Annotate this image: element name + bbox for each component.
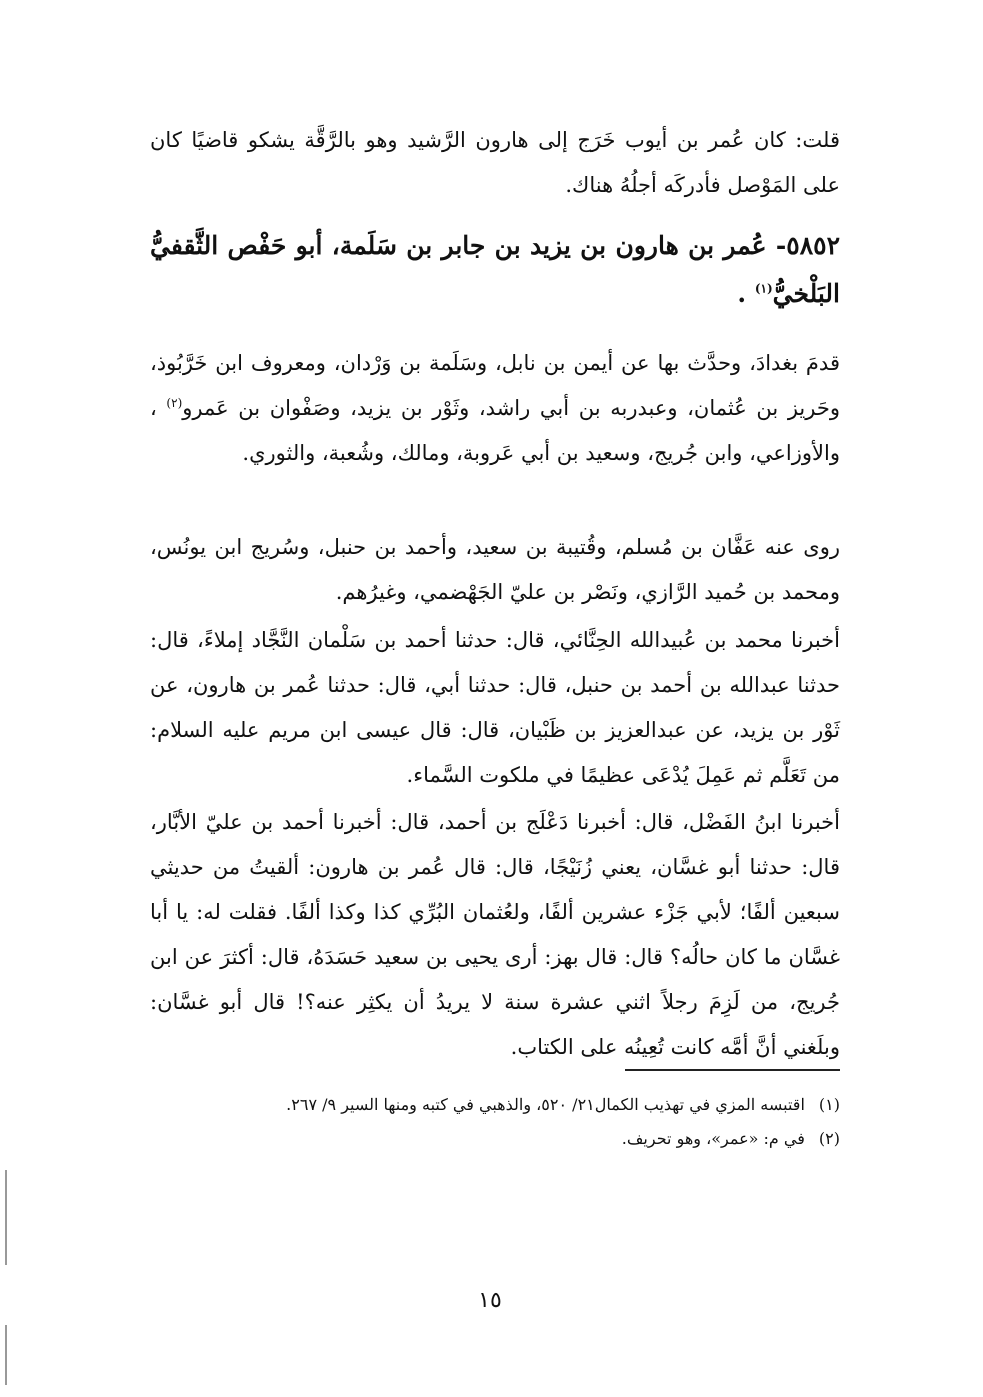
page-number: ١٥ [478, 1288, 502, 1313]
biography-text-b: ، والأوزاعي، وابن جُريج، وسعيد بن أبي عَروبة، ومالك، وشُعبة، والثوري. [150, 396, 840, 465]
footnote-1-text: اقتبسه المزي في تهذيب الكمال٢١/ ٥٢٠، والذهبي في كتبه ومنها السير ٩/ ٢٦٧. [286, 1095, 805, 1114]
entry-heading [150, 222, 840, 318]
hadith-paragraph-1 [150, 618, 840, 798]
scan-edge-mark-upper [5, 1170, 7, 1265]
footnote-1-number: (١) [818, 1095, 840, 1114]
biography-text-a: قدمَ بغدادَ، وحدَّث بها عن أيمن بن نابل، وسَلَمة بن وَرْدان، ومعروف ابن خَرَّبُوذ، وحَريز بن عُثمان، وعبدربه بن أبي راشد، وثَوْر بن يزيد، وصَفْوان بن عَمرو [150, 351, 840, 420]
footnote-divider [625, 1069, 840, 1071]
footnote-2 [150, 1122, 840, 1156]
entry-heading-end: . [737, 279, 755, 308]
footnotes [150, 1088, 840, 1156]
scan-edge-mark-lower [5, 1325, 7, 1385]
entry-heading-text: ٥٨٥٢- عُمر بن هارون بن يزيد بن جابر بن سَلَمة، أبو حَفْص الثَّقفيُّ البَلْخيُّ [150, 231, 840, 308]
intro-paragraph [150, 118, 840, 208]
footnote-2-number: (٢) [818, 1129, 840, 1148]
narrators-text: روى عنه عَفَّان بن مُسلم، وقُتيبة بن سعيد، وأحمد بن حنبل، وسُريج ابن يونُس، ومحمد بن حُميد الرَّازي، ونَصْر بن عليّ الجَهْضمي، وغيرُهم. [150, 535, 840, 604]
narrators-paragraph [150, 525, 840, 615]
hadith-2-text: أخبرنا ابنُ الفَضْل، قال: أخبرنا دَعْلَج بن أحمد، قال: أخبرنا أحمد بن عليّ الأبَّار، قال: حدثنا أبو غسَّان، يعني زُنَيْجًا، قال: قال عُمر بن هارون: ألقيتُ من حديثي سبعين ألفًا؛ لأبي جَزْء عشرين ألفًا، ولعُثمان البُرِّي كذا وكذا ألفًا. فقلت له: يا أبا غسَّان ما كان حالُه؟ قال: قال بهز: أرى يحيى بن سعيد حَسَدَهُ، قال: أكثرَ عن ابن جُريج، من لَزِمَ رجلاً اثني عشرة سنة لا يريدُ أن يكثِر عنه؟! قال أبو غسَّان: وبلَغني أنَّ أمَّه كانت تُعِينُه على الكتاب. [150, 810, 840, 1059]
footnote-ref-2: (٢) [166, 396, 183, 410]
intro-text: قلت: كان عُمر بن أيوب خَرَج إلى هارون الرَّشيد وهو بالرَّقَّة يشكو قاضيًا كان على المَوْصل فأدركَه أجلُهُ هناك. [150, 128, 840, 197]
biography-paragraph [150, 341, 840, 476]
footnote-2-text: في م: «عمر»، وهو تحريف. [621, 1129, 805, 1148]
hadith-paragraph-2 [150, 800, 840, 1070]
footnote-ref-1: (١) [754, 281, 773, 296]
footnote-1 [150, 1088, 840, 1122]
hadith-1-text: أخبرنا محمد بن عُبيدالله الحِنَّائي، قال: حدثنا أحمد بن سَلْمان النَّجَّاد إملاءً، قال: حدثنا عبدالله بن أحمد بن حنبل، قال: حدثنا أبي، قال: حدثنا عُمر بن هارون، عن ثَوْر بن يزيد، عن عبدالعزيز بن ظَبْيان، قال: قال عيسى ابن مريم عليه السلام: من تَعَلَّم ثم عَمِلَ يُدْعَى عظيمًا في ملكوت السَّماء. [150, 628, 840, 787]
